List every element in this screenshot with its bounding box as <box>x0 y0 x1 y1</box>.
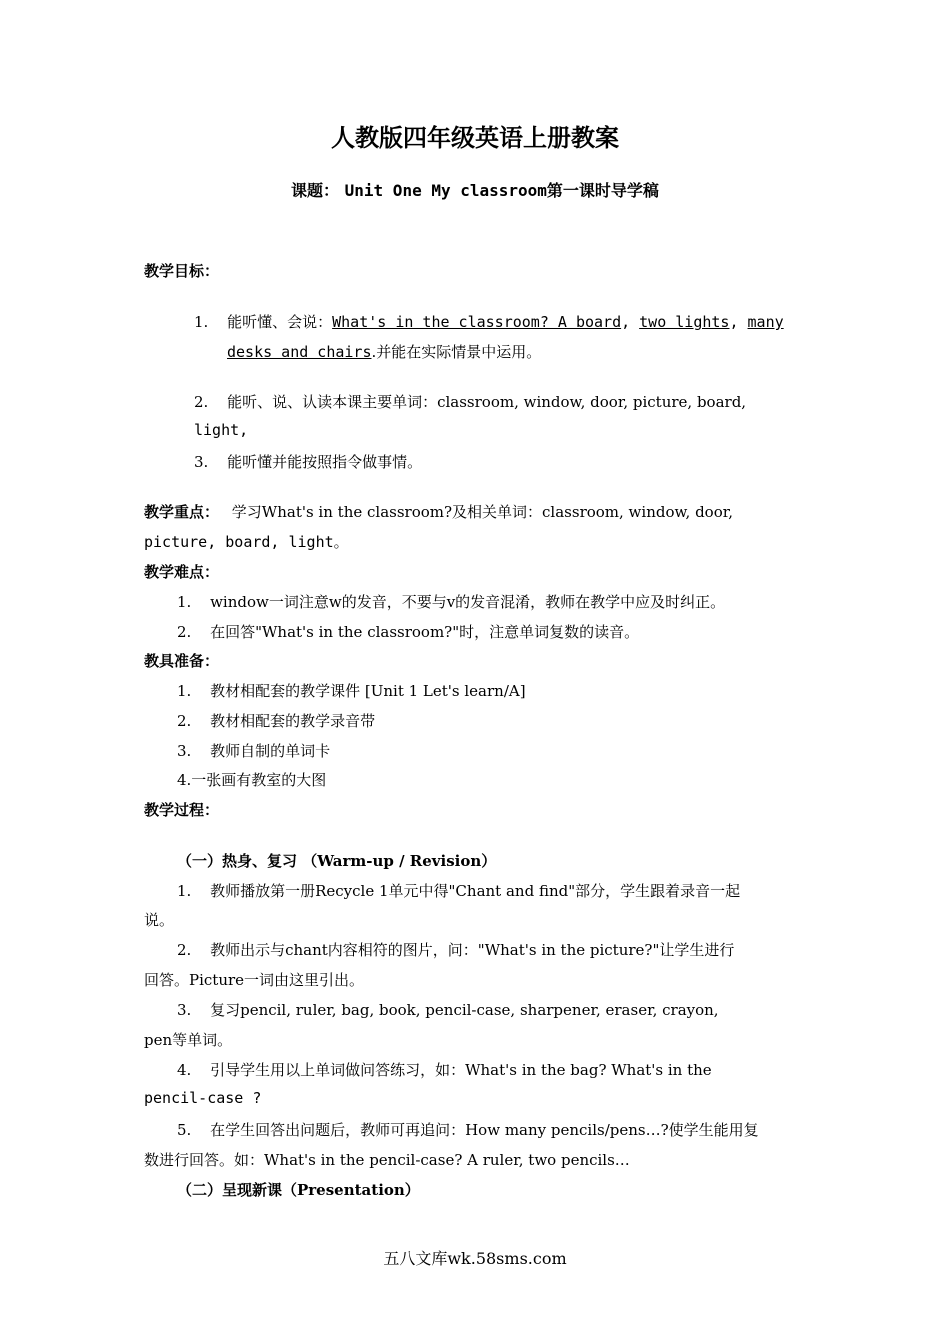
process-heading: 教学过程： <box>144 801 220 819</box>
step-1-continuation: 说。 <box>144 911 175 929</box>
goal-1-underlined-2: two lights <box>639 313 730 331</box>
tool-1 <box>177 680 526 701</box>
step-5-continuation: 数进行回答。如：What's in the pencil-case? A ruler, two pencils… <box>144 1151 630 1169</box>
step-5-text: 在学生回答出问题后，教师可再追问：How many pencils/pens…?使学生能用复 <box>210 1121 759 1139</box>
step-2-number: 2. <box>177 941 192 959</box>
step-3 <box>177 999 719 1020</box>
goal-1 <box>194 311 784 332</box>
tool-3 <box>177 740 330 761</box>
tool-3-text: 教师自制的单词卡 <box>210 742 331 760</box>
step-5-number: 5. <box>177 1121 192 1139</box>
step-4-continuation: pencil-case ? <box>144 1089 262 1107</box>
goal-3-number: 3. <box>194 453 209 471</box>
tool-2-text: 教材相配套的教学录音带 <box>210 712 376 730</box>
step-1-number: 1. <box>177 882 192 900</box>
goal-1-line-2-rest: .并能在实际情景中运用。 <box>371 343 542 361</box>
tool-4: 4.一张画有教室的大图 <box>177 771 327 789</box>
goal-2-continuation: light, <box>194 421 249 439</box>
subtitle-text: Unit One My classroom第一课时导学稿 <box>344 181 659 200</box>
goal-1-line-2 <box>227 341 541 362</box>
tool-3-number: 3. <box>177 742 192 760</box>
goal-3 <box>194 451 422 472</box>
goal-1-prefix: 能听懂、会说： <box>227 313 333 331</box>
step-2-continuation: 回答。Picture一词由这里引出。 <box>144 971 365 989</box>
step-4-number: 4. <box>177 1061 192 1079</box>
difficulty-heading: 教学难点： <box>144 563 220 581</box>
step-2-text: 教师出示与chant内容相符的图片，问："What's in the picture?"让学生进行 <box>210 941 735 959</box>
goal-1-underlined-4: desks and chairs <box>227 343 372 361</box>
tools-heading: 教具准备： <box>144 652 220 670</box>
tool-2 <box>177 710 375 731</box>
key-text: 学习What's in the classroom?及相关单词：classroom, window, door, <box>231 503 734 521</box>
step-3-number: 3. <box>177 1001 192 1019</box>
difficulty-1-number: 1. <box>177 593 192 611</box>
goal-1-number: 1. <box>194 313 209 331</box>
key-continuation: picture, board, light。 <box>144 533 349 551</box>
goal-1-underlined-3: many <box>747 313 784 331</box>
step-5 <box>177 1119 759 1140</box>
tool-2-number: 2. <box>177 712 192 730</box>
document-title: 人教版四年级英语上册教案 <box>331 123 619 152</box>
goals-heading: 教学目标： <box>144 262 220 280</box>
difficulty-2 <box>177 621 639 642</box>
goal-1-underlined-1: What's in the classroom? A board <box>332 313 622 331</box>
goal-3-text: 能听懂并能按照指令做事情。 <box>227 453 423 471</box>
key-points <box>144 501 733 522</box>
step-1 <box>177 880 740 901</box>
goal-1-sep-1: , <box>621 313 640 331</box>
step-1-text: 教师播放第一册Recycle 1单元中得"Chant and find"部分，学生跟着录音一起 <box>210 882 741 900</box>
subtitle-label: 课题： <box>291 181 340 200</box>
goal-2-text: 能听、说、认读本课主要单词：classroom, window, door, picture, board, <box>227 393 747 411</box>
step-2 <box>177 939 734 960</box>
goal-2 <box>194 391 746 412</box>
difficulty-2-text: 在回答"What's in the classroom?"时，注意单词复数的读音。 <box>210 623 640 641</box>
section-1-heading: （一）热身、复习 （Warm-up / Revision） <box>177 852 497 870</box>
step-4 <box>177 1059 712 1080</box>
goal-2-number: 2. <box>194 393 209 411</box>
document-subtitle <box>0 178 950 201</box>
tool-1-number: 1. <box>177 682 192 700</box>
step-3-continuation: pen等单词。 <box>144 1031 233 1049</box>
goal-1-sep-2: , <box>729 313 748 331</box>
page-footer: 五八文库wk.58sms.com <box>383 1249 567 1268</box>
difficulty-1-text: window一词注意w的发音，不要与v的发音混淆，教师在教学中应及时纠正。 <box>210 593 726 611</box>
difficulty-1 <box>177 591 725 612</box>
section-2-heading: （二）呈现新课（Presentation） <box>177 1181 420 1199</box>
tool-1-text: 教材相配套的教学课件 [Unit 1 Let's learn/A] <box>210 682 526 700</box>
key-heading: 教学重点： <box>144 503 220 521</box>
difficulty-2-number: 2. <box>177 623 192 641</box>
step-4-text: 引导学生用以上单词做问答练习，如：What's in the bag? What's in the <box>210 1061 712 1079</box>
step-3-text: 复习pencil, ruler, bag, book, pencil-case, sharpener, eraser, crayon, <box>210 1001 719 1019</box>
